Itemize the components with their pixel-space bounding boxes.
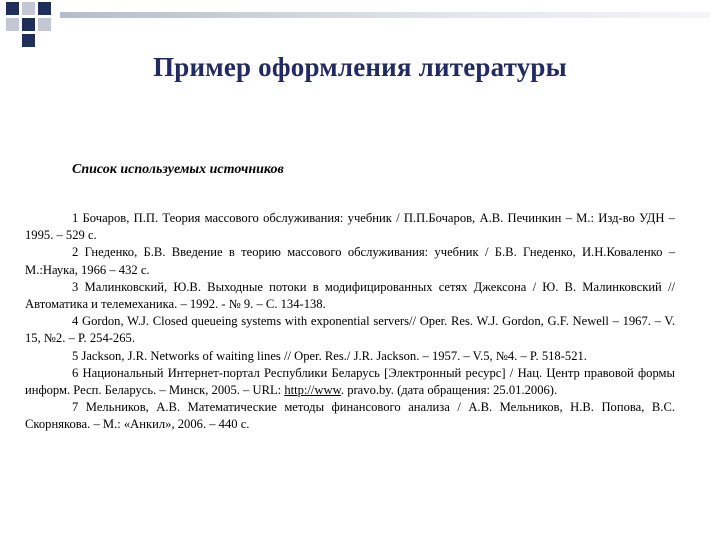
reference-text: 6 Национальный Интернет-портал Республики Беларусь [Электронный ресурс] / Нац. Центр правовой формы информ. Респ. Беларусь. – Минск, 2005. – URL: bbox=[25, 365, 675, 398]
reference-item: 5 Jackson, J.R. Networks of waiting lines // Oper. Res./ J.R. Jackson. – 1957. – V.5, №4. – P. 518-521. bbox=[72, 348, 587, 363]
decor-top-bar bbox=[60, 12, 710, 18]
decor-square bbox=[38, 18, 51, 31]
reference-text: . pravo.by. (дата обращения: 25.01.2006). bbox=[340, 383, 558, 398]
reference-url-link[interactable]: http://www bbox=[284, 383, 341, 398]
reference-item: 4 Gordon, W.J. Closed queueing systems with exponential servers// Oper. Res. W.J. Gordon, G.F. Newell – 1967. – V. 15, №2. – P. 254-265. bbox=[25, 314, 675, 346]
reference-item bbox=[25, 365, 675, 399]
decor-square bbox=[38, 2, 51, 15]
reference-item: 1 Бочаров, П.П. Теория массового обслуживания: учебник / П.П.Бочаров, А.В. Печинкин – М.: Изд-во УДН – 1995. – 529 с. bbox=[25, 211, 675, 243]
decor-square bbox=[6, 18, 19, 31]
reference-item: 3 Малинковский, Ю.В. Выходные потоки в модифицированных сетях Джексона / Ю. В. Малинковский // Автоматика и телемеханика. – 1992. - № 9. – С. 134-138. bbox=[25, 279, 675, 312]
decor-square bbox=[22, 18, 35, 31]
reference-item: 2 Гнеденко, Б.В. Введение в теорию массового обслуживания: учебник / Б.В. Гнеденко, И.Н.Коваленко – М.:Наука, 1966 – 432 с. bbox=[25, 245, 675, 277]
reference-item: 7 Мельников, А.В. Математические методы финансового анализа / А.В. Мельников, Н.В. Попова, В.С. Скорнякова. – М.: «Анкил», 2006. – 440 с. bbox=[25, 400, 675, 432]
sources-heading: Список используемых источников bbox=[72, 162, 284, 177]
decor-square bbox=[6, 2, 19, 15]
decor-square bbox=[22, 34, 35, 47]
slide-title: Пример оформления литературы bbox=[153, 52, 567, 82]
decor-square bbox=[22, 2, 35, 15]
reference-list bbox=[25, 210, 675, 434]
